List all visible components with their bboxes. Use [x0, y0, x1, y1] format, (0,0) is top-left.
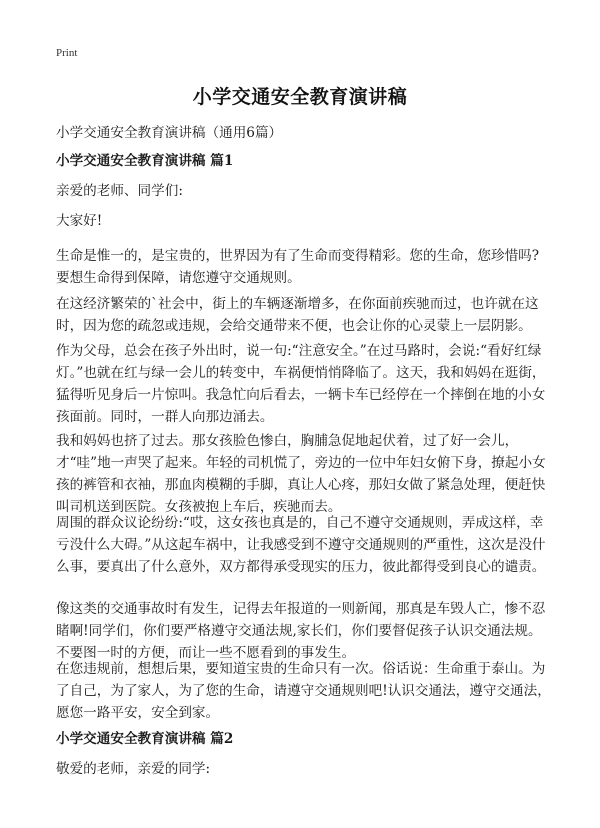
section-heading-2: 小学交通安全教育演讲稿 篇2 — [56, 731, 234, 747]
salutation-2: 敬爱的老师，亲爱的同学: — [56, 761, 211, 777]
paragraph-2: 在这经济繁荣的`社会中，街上的车辆逐渐增多，在你面前疾驰而过，也许就在这时，因为您的疏忽或违规，会给交通带来不便，也会让你的心灵蒙上一层阴影。 — [56, 296, 539, 334]
greeting-1: 大家好! — [56, 213, 103, 229]
section-heading-1: 小学交通安全教育演讲稿 篇1 — [56, 153, 234, 169]
paragraph-7: 在您违规前，想想后果，要知道宝贵的生命只有一次。俗话说：生命重于泰山。为了自己，为了家人，为了您的生命，请遵守交通规则吧!认识交通法，遵守交通法，愿您一路平安，安全到家。 — [56, 661, 551, 721]
salutation-1: 亲爱的老师、同学们: — [56, 183, 183, 199]
paragraph-1: 生命是惟一的，是宝贵的，世界因为有了生命而变得精彩。您的生命，您珍惜吗?要想生命得到保障，请您遵守交通规则。 — [56, 248, 540, 286]
paragraph-5: 周围的群众议论纷纷:“哎，这女孩也真是的，自己不遵守交通规则，弄成这样，幸亏没什么大碍。”从这起车祸中，让我感受到不遵守交通规则的严重性，这次是没什么事，要真出了什么意外，双方都得承受现实的压力，彼此都得受到良心的谴责。 — [56, 515, 546, 575]
paragraph-6: 像这类的交通事故时有发生，记得去年报道的一则新闻，那真是车毁人亡，惨不忍睹啊!同学们，你们要严格遵守交通法规,家长们，你们要督促孩子认识交通法规。不要图一时的方便，而让一些不愿看到的事发生。 — [56, 601, 546, 661]
document-subtitle: 小学交通安全教育演讲稿（通用6篇） — [56, 125, 283, 141]
document-title: 小学交通安全教育演讲稿 — [192, 86, 408, 108]
paragraph-3: 作为父母，总会在孩子外出时，说一句:“注意安全。”在过马路时，会说:“看好红绿灯。”也就在红与绿一会儿的转变中，车祸便悄悄降临了。这天，我和妈妈在逛街，猛得听见身后一片惊叫。我急忙向后看去，一辆卡车已经停在一个摔倒在地的小女孩面前。同时，一群人向那边涌去。 — [56, 343, 546, 425]
paragraph-4: 我和妈妈也挤了过去。那女孩脸色惨白，胸脯急促地起伏着，过了好一会儿，才“哇”地一声哭了起来。年轻的司机慌了，旁边的一位中年妇女俯下身，撩起小女孩的裤管和衣袖，那血肉模糊的手脚，真让人心疼，那妇女做了紧急处理，便赶快叫司机送到医院。女孩被抱上车后，疾驰而去。 — [56, 433, 546, 515]
print-label: Print — [56, 47, 78, 59]
